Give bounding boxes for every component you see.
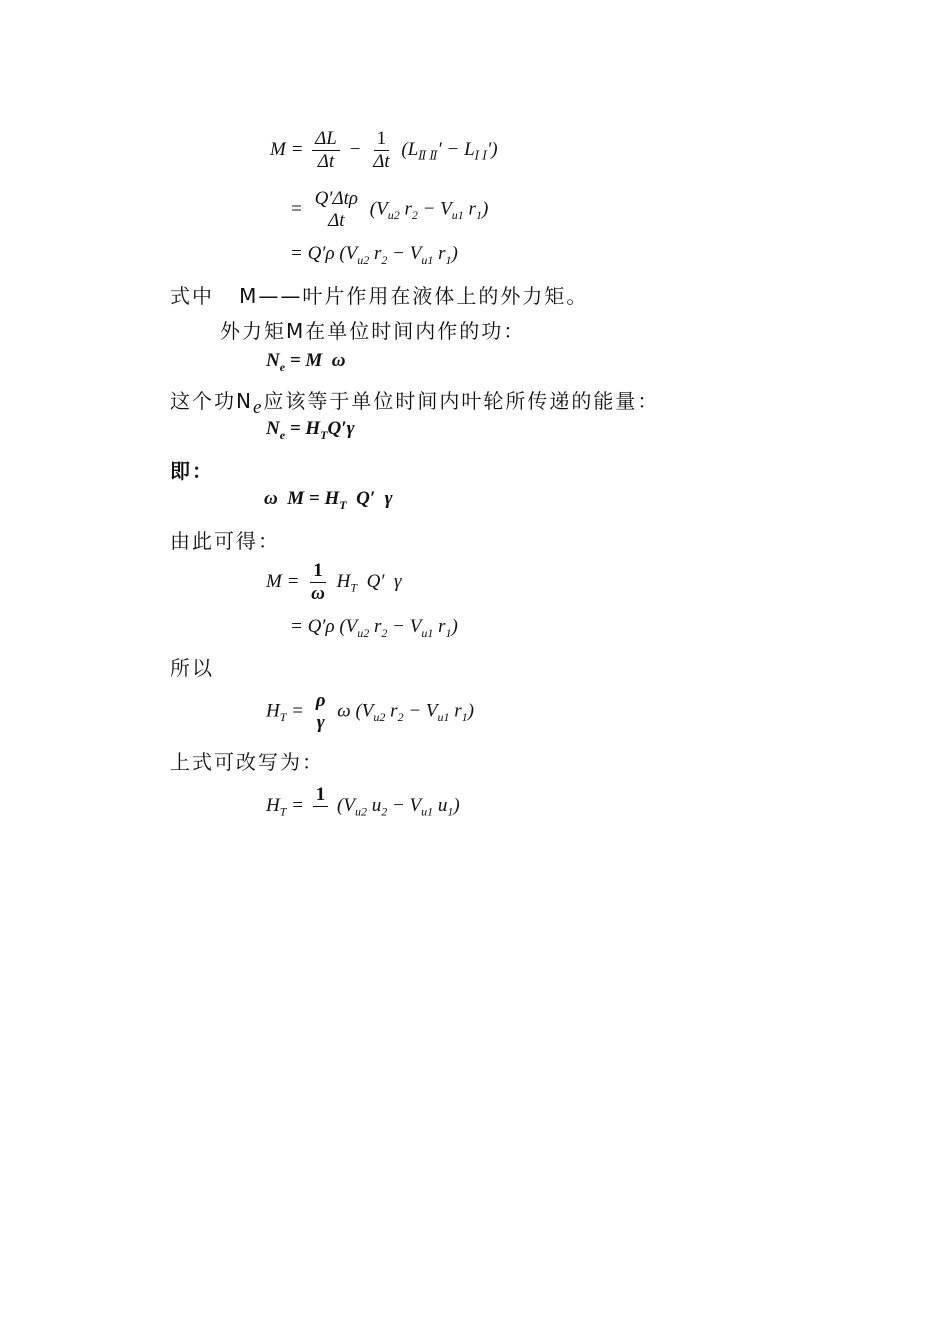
suoyi-text: 所以	[170, 656, 214, 680]
fraction-rho-gamma: ρ γ	[315, 690, 326, 733]
equation-4: $N_e = M$ ω	[266, 350, 346, 374]
fraction-dl-dt: $\frac{\Delta L}{\Delta t}$	[312, 128, 340, 173]
therefore-text: 由此可得：	[170, 529, 280, 553]
equation-5: $N_e = H_TQ'\gamma$	[266, 418, 355, 442]
fraction-1-omega: $\frac{1}{\omega}$	[311, 560, 325, 604]
equation-7: M = $\frac{1}{\omega}$ $H_T$ Q′ γ	[266, 560, 402, 604]
equation-1: M = $\frac{\Delta L}{\Delta t}$ − $\frac{1}{\Delta t}$ $(L_{Ⅱ Ⅱ}' - L_{Ⅰ Ⅰ}')$	[270, 128, 498, 172]
power-text-a: 这个功N	[170, 389, 253, 413]
equation-8: = Q′ρ ($V_{u2}$ $r_2 - V_{u1}$ $r_1$)	[290, 616, 458, 640]
torque-work-text: 外力矩M在单位时间内作的功：	[220, 319, 526, 343]
fraction-1-dt: $\frac{1}{\Delta t}$	[373, 128, 390, 172]
equation-10: $H_T$ = 1 ($V_{u2}$ $u_2 - V_{u1}$ $u_1$)	[266, 784, 460, 829]
power-text-b: 应该等于单位时间内叶轮所传递的能量：	[263, 389, 660, 413]
power-text	[170, 385, 659, 419]
fraction-q-dt-rho: Q′Δtρ Δt	[314, 188, 359, 231]
rewrite-text: 上式可改写为：	[170, 750, 324, 774]
ji-text: 即：	[170, 459, 214, 483]
where-label: 式中	[170, 284, 214, 308]
m-definition: M——叶片作用在液体上的外力矩。	[239, 284, 589, 308]
equation-3: = Q′ρ ($V_{u2}$ $r_2 - V_{u1}$ $r_1$)	[290, 243, 458, 267]
fraction-1: 1	[313, 784, 329, 829]
equation-6: ω $M = H_T$ Q′ γ	[264, 488, 393, 512]
equation-9: $H_T$ = ρ γ ω ($V_{u2}$ $r_2 - V_{u1}$ $r_1$)	[266, 690, 474, 733]
power-text-sub: e	[252, 397, 264, 418]
equation-2: = Q′Δtρ Δt ($V_{u2}$ $r_2 - V_{u1}$ $r_1$)	[290, 188, 489, 231]
where-line	[170, 280, 588, 309]
